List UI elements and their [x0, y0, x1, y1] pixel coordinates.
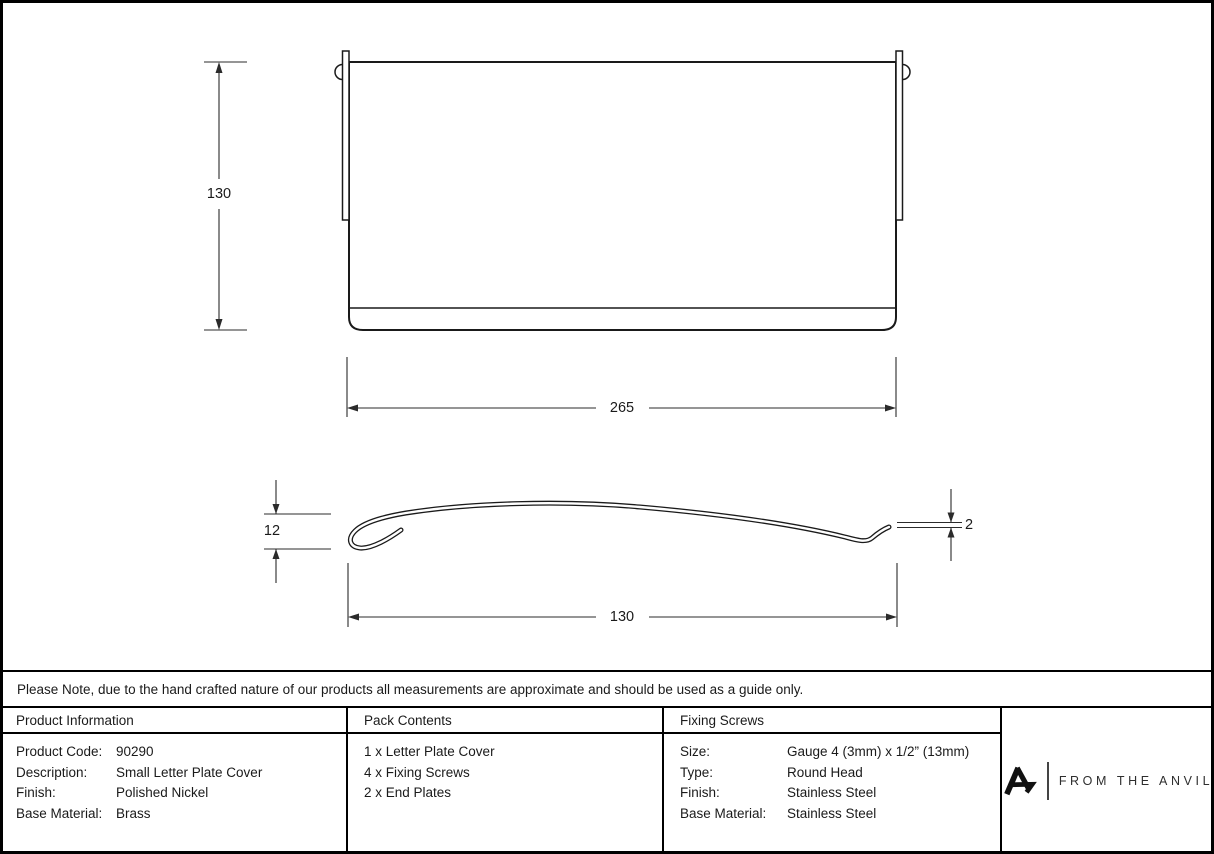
title-block-table [0, 706, 1214, 854]
screw-size-value: Gauge 4 (3mm) x 1/2” (13mm) [787, 744, 970, 759]
finish-row [16, 783, 336, 804]
side-profile-view [350, 503, 889, 548]
pack-item: 1 x Letter Plate Cover [364, 744, 495, 759]
pack-item: 4 x Fixing Screws [364, 764, 470, 780]
description-row [16, 763, 336, 784]
fixing-screws-header: Fixing Screws [664, 708, 1000, 734]
front-height-dimension-label: 130 [202, 186, 236, 202]
screw-type-label: Type: [680, 764, 714, 780]
screw-finish-value: Stainless Steel [787, 785, 877, 800]
screw-type-value: Round Head [787, 764, 863, 780]
pack-item: 2 x End Plates [364, 785, 452, 800]
thickness-dimension-label: 2 [964, 517, 974, 533]
front-view-left-end-plate [335, 51, 349, 220]
product-code-label: Product Code: [16, 744, 103, 759]
dimension-thickness [897, 489, 962, 561]
pack-contents-column [346, 708, 662, 854]
screw-base-material-value: Stainless Steel [787, 805, 877, 821]
product-information-header: Product Information [0, 708, 346, 734]
description-value: Small Letter Plate Cover [116, 764, 263, 780]
pack-contents-header: Pack Contents [348, 708, 662, 734]
measurement-note-row [0, 670, 1214, 706]
screw-finish-row [680, 783, 990, 804]
base-material-value: Brass [116, 805, 151, 821]
front-view [349, 62, 896, 330]
brand-logo [1002, 708, 1214, 854]
side-depth-dimension-label: 130 [605, 609, 639, 625]
side-return-dimension-label: 12 [263, 523, 281, 539]
finish-value: Polished Nickel [116, 785, 209, 800]
base-material-row [16, 804, 336, 825]
screw-finish-label: Finish: [680, 785, 720, 800]
description-label: Description: [16, 764, 88, 780]
front-view-right-end-plate [896, 51, 910, 220]
product-code-row [16, 742, 336, 763]
measurement-note-text: Please Note, due to the hand crafted nature of our products all measurements are approximate and should be used as a guide only. [17, 681, 804, 697]
front-width-dimension-label: 265 [605, 400, 639, 416]
screw-type-row [680, 763, 990, 784]
anvil-logo-icon [1003, 765, 1037, 797]
brand-divider [1047, 762, 1049, 800]
brand-name: FROM THE ANVIL [1058, 774, 1214, 788]
screw-base-material-label: Base Material: [680, 805, 767, 821]
screw-base-material-row [680, 804, 990, 825]
screw-size-row [680, 742, 990, 763]
screw-size-label: Size: [680, 744, 711, 759]
finish-label: Finish: [16, 785, 56, 800]
fixing-screws-column [662, 708, 1000, 854]
brand-column [1000, 708, 1214, 854]
base-material-label: Base Material: [16, 805, 103, 821]
product-information-column [0, 708, 346, 854]
product-code-value: 90290 [116, 744, 154, 759]
